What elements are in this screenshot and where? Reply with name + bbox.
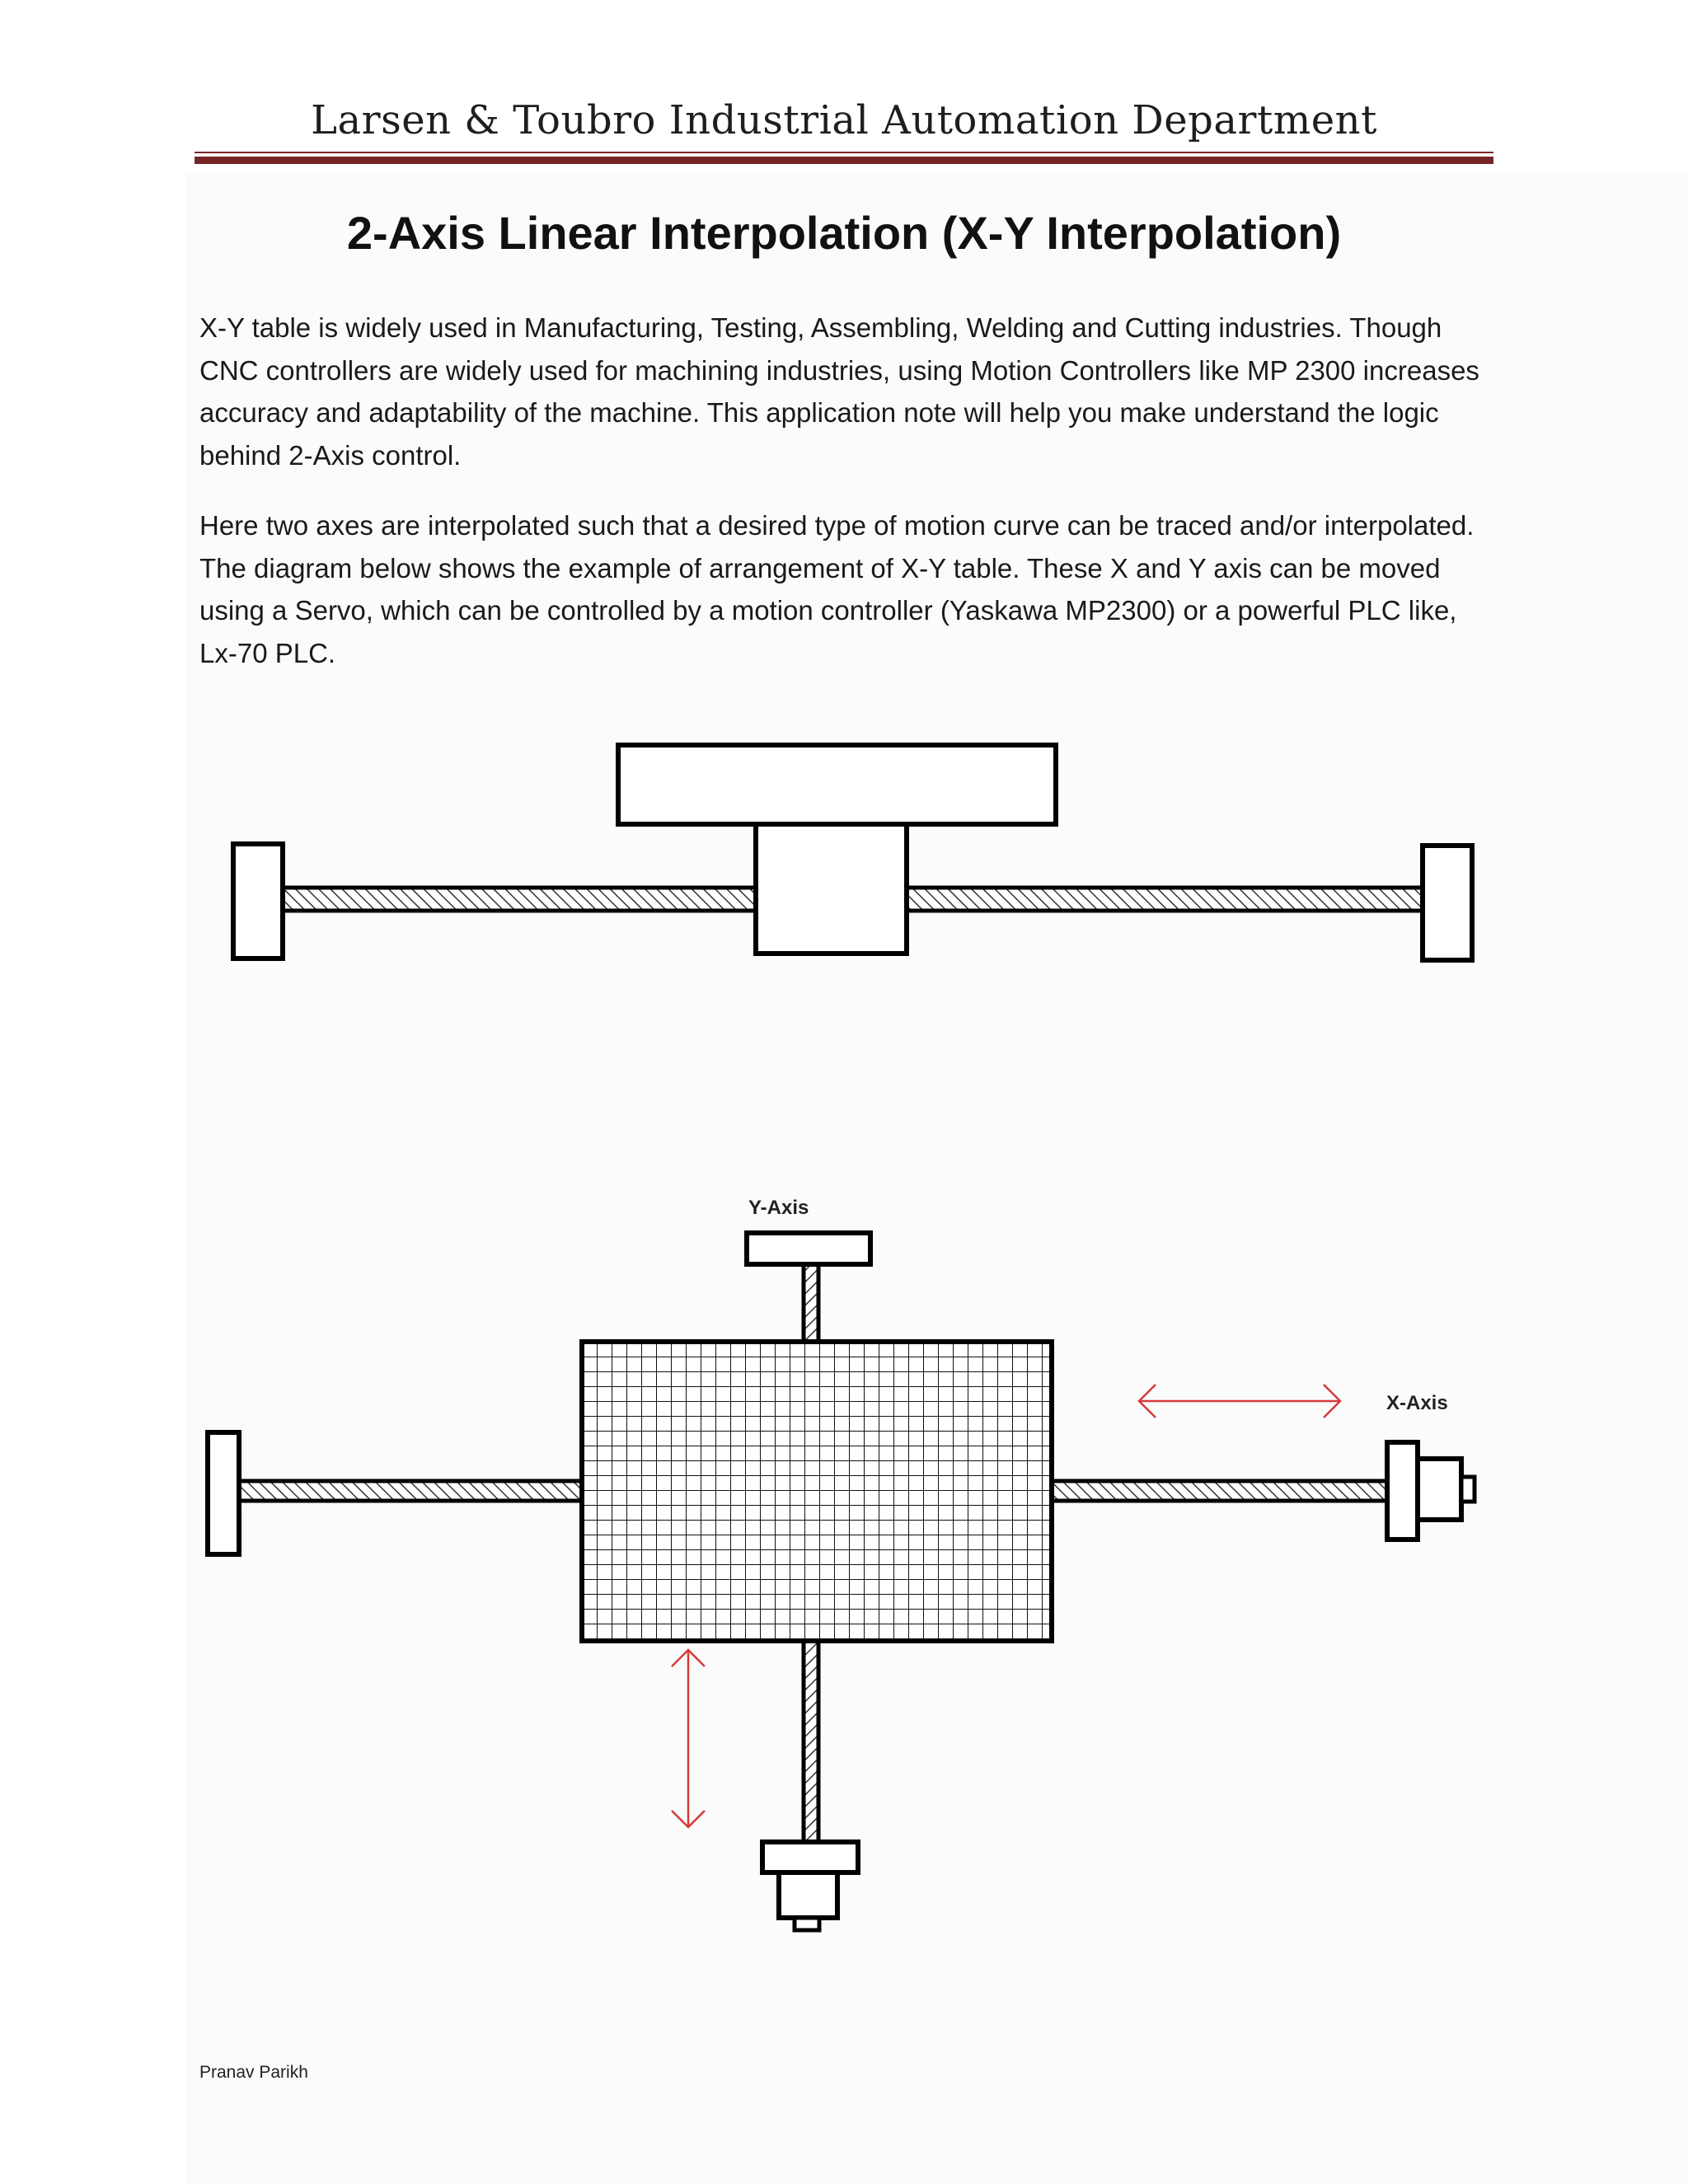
side-table-top (618, 745, 1056, 824)
document-title: 2-Axis Linear Interpolation (X-Y Interpolation) (346, 207, 1342, 259)
side-carriage-nut (756, 824, 907, 954)
side-left-end-support (233, 844, 283, 958)
x-axis-right-lead-screw (1052, 1481, 1387, 1501)
y-axis-top-end-support (747, 1233, 870, 1264)
x-axis-motor-flange (1387, 1442, 1418, 1540)
x-axis-motor-body (1418, 1459, 1461, 1520)
y-axis-top-lead-screw (804, 1264, 818, 1342)
x-axis-left-end-support (208, 1432, 239, 1554)
x-axis-motor-shaft (1461, 1477, 1475, 1502)
paragraph-intro: X-Y table is widely used in Manufacturing, Testing, Assembling, Welding and Cutting industries. Though CNC controllers are widely used for machining industries, using Motion Controllers like MP 2300 increases accuracy and adaptability of the machine. This application note will help you make understand the logic behind 2-Axis control. (199, 312, 1479, 471)
side-left-lead-screw (283, 888, 756, 911)
y-axis-motor-shaft (795, 1918, 819, 1930)
y-axis-motion-arrow (672, 1650, 705, 1827)
footer-author: Pranav Parikh (199, 2063, 308, 2082)
y-axis-label: Y-Axis (748, 1197, 809, 1219)
xy-table-grid (582, 1342, 1052, 1641)
y-axis-bottom-lead-screw (804, 1641, 818, 1842)
y-axis-motor-body (779, 1872, 837, 1918)
side-right-end-support (1423, 846, 1472, 960)
header-organization: Larsen & Toubro Industrial Automation Department (311, 97, 1377, 143)
paragraph-arrangement: Here two axes are interpolated such that a desired type of motion curve can be traced and/or interpolated. The diagram below shows the example of arrangement of X-Y table. These X and Y axis can be moved using a Servo, which can be controlled by a motion controller (Yaskawa MP2300) or a powerful PLC like, Lx-70 PLC. (199, 510, 1475, 668)
x-axis-label: X-Axis (1386, 1392, 1448, 1414)
top-view (208, 1197, 1475, 1930)
x-axis-motion-arrow (1139, 1385, 1340, 1418)
side-right-lead-screw (907, 888, 1423, 911)
y-axis-motor-flange (762, 1842, 858, 1872)
side-view (233, 745, 1472, 960)
x-axis-left-lead-screw (239, 1481, 582, 1501)
